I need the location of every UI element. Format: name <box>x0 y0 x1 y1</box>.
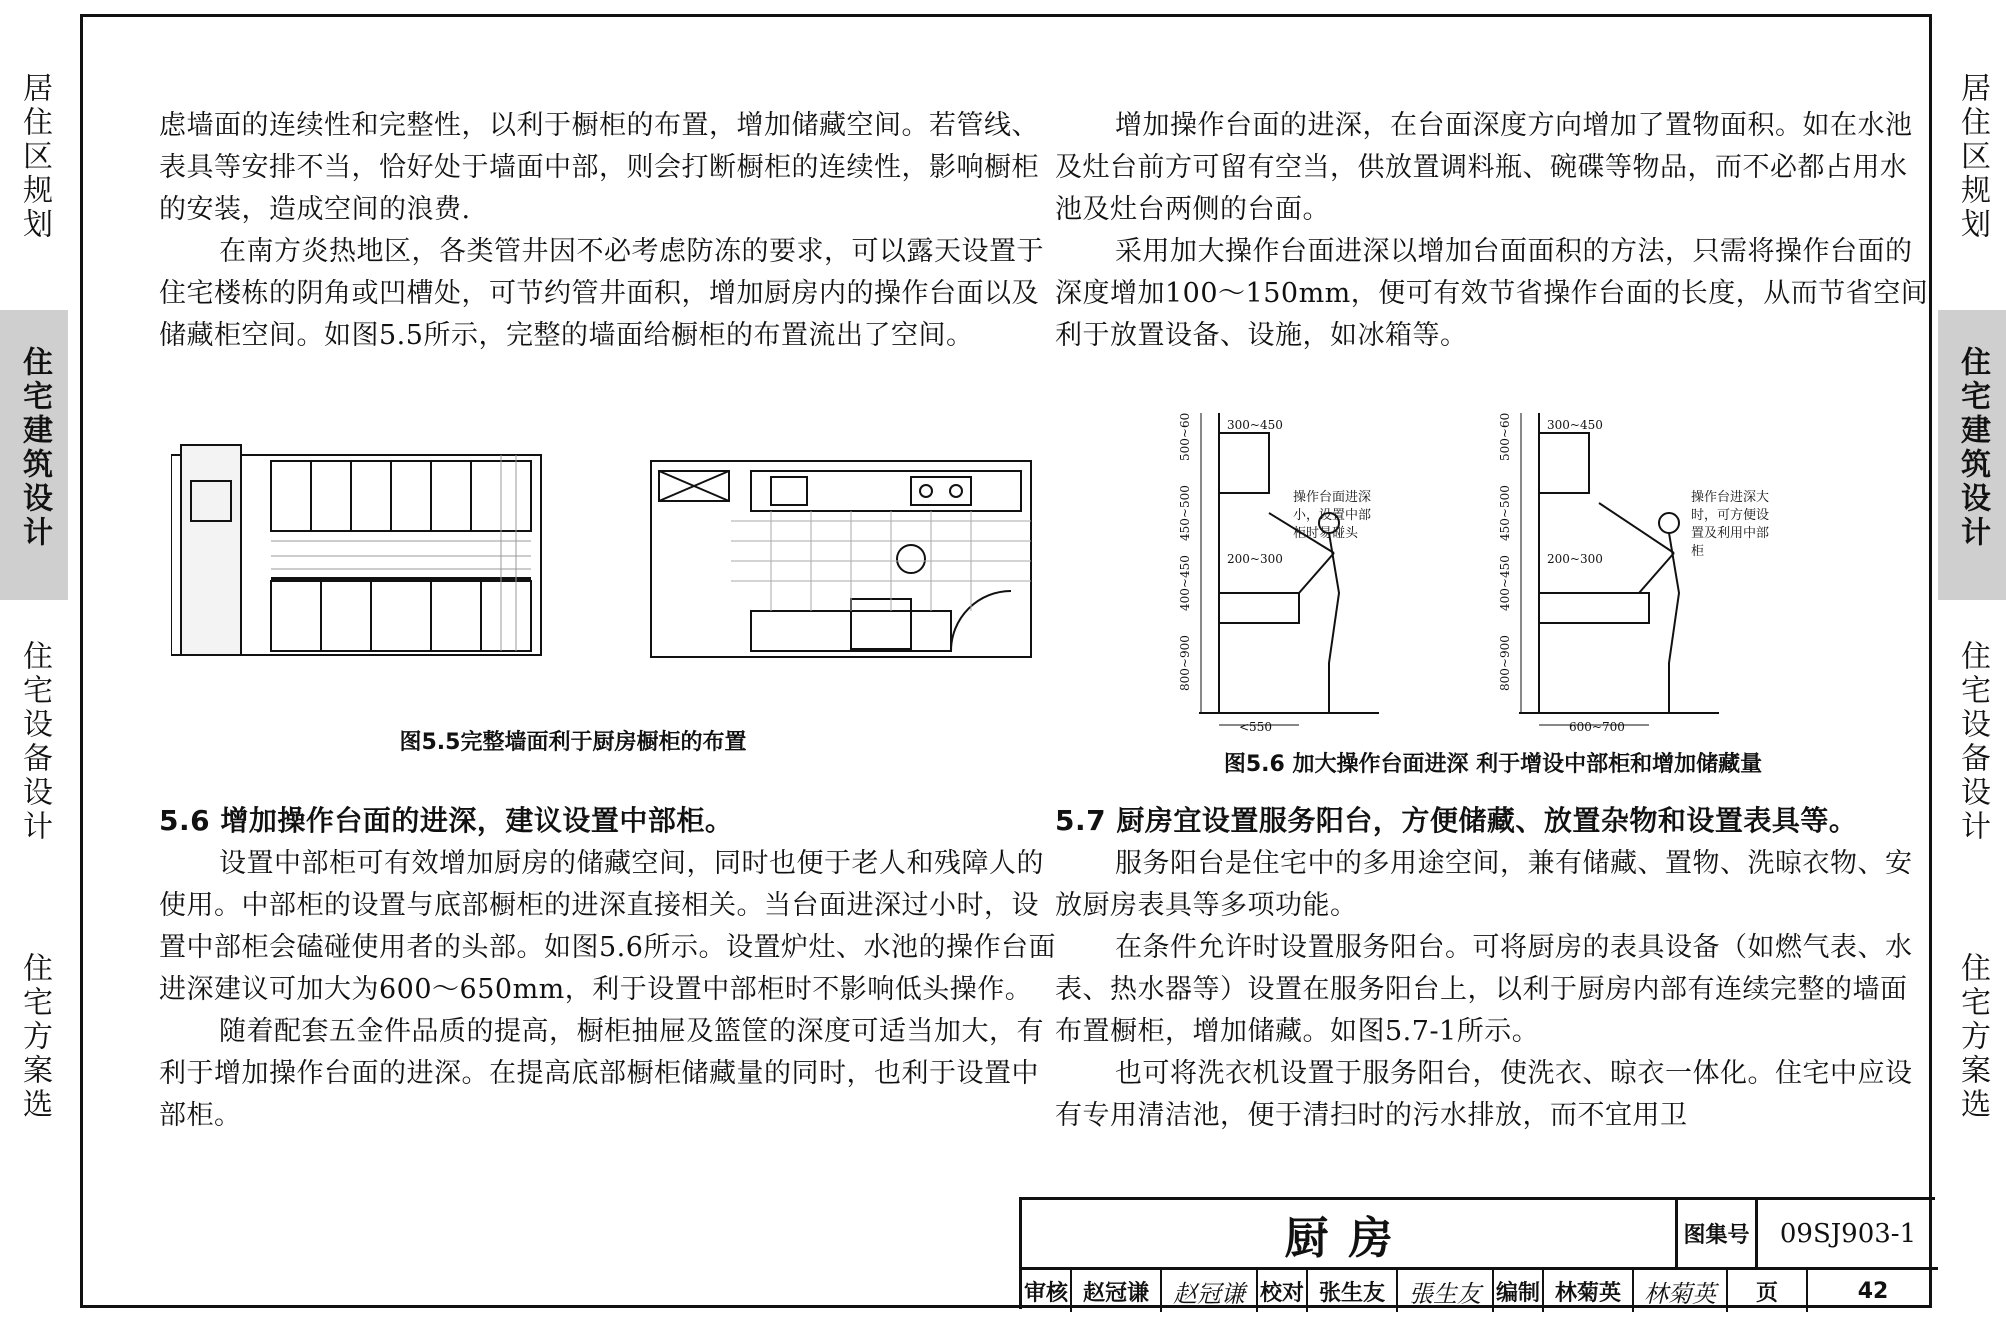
dim-right-2: 450~500 <box>1498 485 1512 541</box>
dim-right-1: 500~600 <box>1498 413 1512 461</box>
title-block <box>1019 1197 1935 1309</box>
dim-right-7: 600~700 <box>1569 720 1625 733</box>
figure-5-5-caption: 图5.5完整墙面利于厨房橱柜的布置 <box>399 730 747 755</box>
right-para-2: 采用加大操作台面进深以增加台面面积的方法，只需将操作台面的深度增加100～150mm，便可有效节省操作台面的长度，从而节省空间利于放置设备、设施，如冰箱等。 <box>1055 236 1929 351</box>
kitchen-elevation-plan-drawing <box>171 431 1051 671</box>
dim-right-3: 400~450 <box>1498 555 1512 611</box>
tab-label: 居住区规划 <box>1955 72 1990 242</box>
fig56-note-right: 操作台进深大时，可方便设置及利用中部柜 <box>1691 490 1770 559</box>
counter-depth-section-drawing <box>1179 413 1799 733</box>
dim-right-6: 200~300 <box>1547 552 1603 566</box>
checker-signature: 張生友 <box>1398 1270 1494 1312</box>
dim-left-1: 500~600 <box>1179 413 1192 461</box>
drawer-signature: 林菊英 <box>1634 1270 1728 1312</box>
tab-label: 住宅建筑设计 <box>17 346 52 550</box>
left-para-3: 设置中部柜可有效增加厨房的储藏空间，同时也便于老人和残障人的使用。中部柜的设置与底部橱柜的进深直接相关。当台面进深过小时，设置中部柜会磕碰使用者的头部。如图5.6所示。设置炉灶、水池的操作台面进深建议可加大为600～650mm，利于设置中部柜时不影响低头操作。 <box>159 848 1056 1005</box>
right-column-lower <box>1055 799 1931 1137</box>
dim-left-4: 800~900 <box>1179 635 1192 691</box>
tab-label: 住宅方案选 <box>17 952 52 1122</box>
left-column <box>159 105 1063 357</box>
side-tab-residential-planning[interactable] <box>0 72 68 242</box>
tab-label: 住宅设备设计 <box>1955 640 1990 844</box>
left-para-2: 在南方炎热地区，各类管井因不必考虑防冻的要求，可以露天设置于住宅楼栋的阴角或凹槽处，可节约管井面积，增加厨房内的操作台面以及储藏柜空间。如图5.5所示，完整的墙面给橱柜的布置流出了空间。 <box>159 236 1044 351</box>
side-tab-residential-scheme-selection[interactable] <box>0 952 68 1122</box>
page-frame <box>80 14 1932 1308</box>
left-column-lower <box>159 799 1063 1137</box>
right-para-3: 服务阳台是住宅中的多用途空间，兼有储藏、置物、洗晾衣物、安放厨房表具等多项功能。 <box>1055 848 1913 921</box>
left-para-1: 虑墙面的连续性和完整性，以利于橱柜的布置，增加储藏空间。若管线、表具等安排不当，恰好处于墙面中部，则会打断橱柜的连续性，影响橱柜的安装，造成空间的浪费. <box>159 110 1039 225</box>
draw-label: 编制 <box>1494 1270 1544 1312</box>
right-para-5: 也可将洗衣机设置于服务阳台，使洗衣、晾衣一体化。住宅中应设有专用清洁池，便于清扫时的污水排放，而不宜用卫 <box>1055 1058 1913 1131</box>
set-number: 09SJ903-1 <box>1758 1200 1938 1270</box>
right-para-4: 在条件允许时设置服务阳台。可将厨房的表具设备（如燃气表、水表、热水器等）设置在服务阳台上，以利于厨房内部有连续完整的墙面布置橱柜，增加储藏。如图5.7-1所示。 <box>1055 932 1913 1047</box>
tab-label: 住宅建筑设计 <box>1955 346 1990 550</box>
dim-right-4: 800~900 <box>1498 635 1512 691</box>
right-para-1: 增加操作台面的进深，在台面深度方向增加了置物面积。如在水池及灶台前方可留有空当，供放置调料瓶、碗碟等物品，而不必都占用水池及灶台两侧的台面。 <box>1055 110 1913 225</box>
side-tab-residential-building-design[interactable] <box>0 310 68 600</box>
review-label: 审核 <box>1022 1270 1072 1312</box>
side-tab-residential-building-design-right[interactable] <box>1938 310 2006 600</box>
set-number-label: 图集号 <box>1678 1200 1758 1270</box>
dim-left-2: 450~500 <box>1179 485 1192 541</box>
dim-left-7: <550 <box>1239 720 1272 733</box>
check-label: 校对 <box>1258 1270 1308 1312</box>
fig56-note-left: 操作台面进深小，设置中部柜时易碰头 <box>1293 490 1372 541</box>
right-column <box>1055 105 1931 357</box>
drawing-title: 厨房 <box>1022 1200 1678 1270</box>
tab-label: 住宅设备设计 <box>17 640 52 844</box>
right-side-tabs <box>1938 0 2006 1320</box>
page-label: 页 <box>1728 1270 1808 1312</box>
page-number: 42 <box>1857 1278 1889 1304</box>
side-tab-residential-scheme-selection-right[interactable] <box>1938 952 2006 1122</box>
section-5-7-heading: 5.7 厨房宜设置服务阳台，方便储藏、放置杂物和设置表具等。 <box>1055 804 1858 837</box>
dim-left-6: 200~300 <box>1227 552 1283 566</box>
reviewer-signature: 赵冠谦 <box>1162 1270 1258 1312</box>
tab-label: 住宅方案选 <box>1955 952 1990 1122</box>
drawer-name: 林菊英 <box>1544 1270 1634 1312</box>
dim-left-3: 400~450 <box>1179 555 1192 611</box>
figure-5-6-caption: 图5.6 加大操作台面进深 利于增设中部柜和增加储藏量 <box>1223 752 1763 777</box>
reviewer-name: 赵冠谦 <box>1072 1270 1162 1312</box>
side-tab-residential-equipment-design-right[interactable] <box>1938 640 2006 844</box>
dim-left-5: 300~450 <box>1227 418 1283 432</box>
dim-right-5: 300~450 <box>1547 418 1603 432</box>
tab-label: 居住区规划 <box>17 72 52 242</box>
section-5-6-heading: 5.6 增加操作台面的进深，建议设置中部柜。 <box>159 804 734 837</box>
figure-5-6-drawing <box>1179 413 1799 733</box>
side-tab-residential-planning-right[interactable] <box>1938 72 2006 242</box>
left-para-4: 随着配套五金件品质的提高，橱柜抽屉及篮筐的深度可适当加大，有利于增加操作台面的进深。在提高底部橱柜储藏量的同时，也利于设置中部柜。 <box>159 1016 1044 1131</box>
figure-5-5-drawing <box>171 431 1051 671</box>
side-tab-residential-equipment-design[interactable] <box>0 640 68 844</box>
checker-name: 张生友 <box>1308 1270 1398 1312</box>
left-side-tabs <box>0 0 68 1320</box>
